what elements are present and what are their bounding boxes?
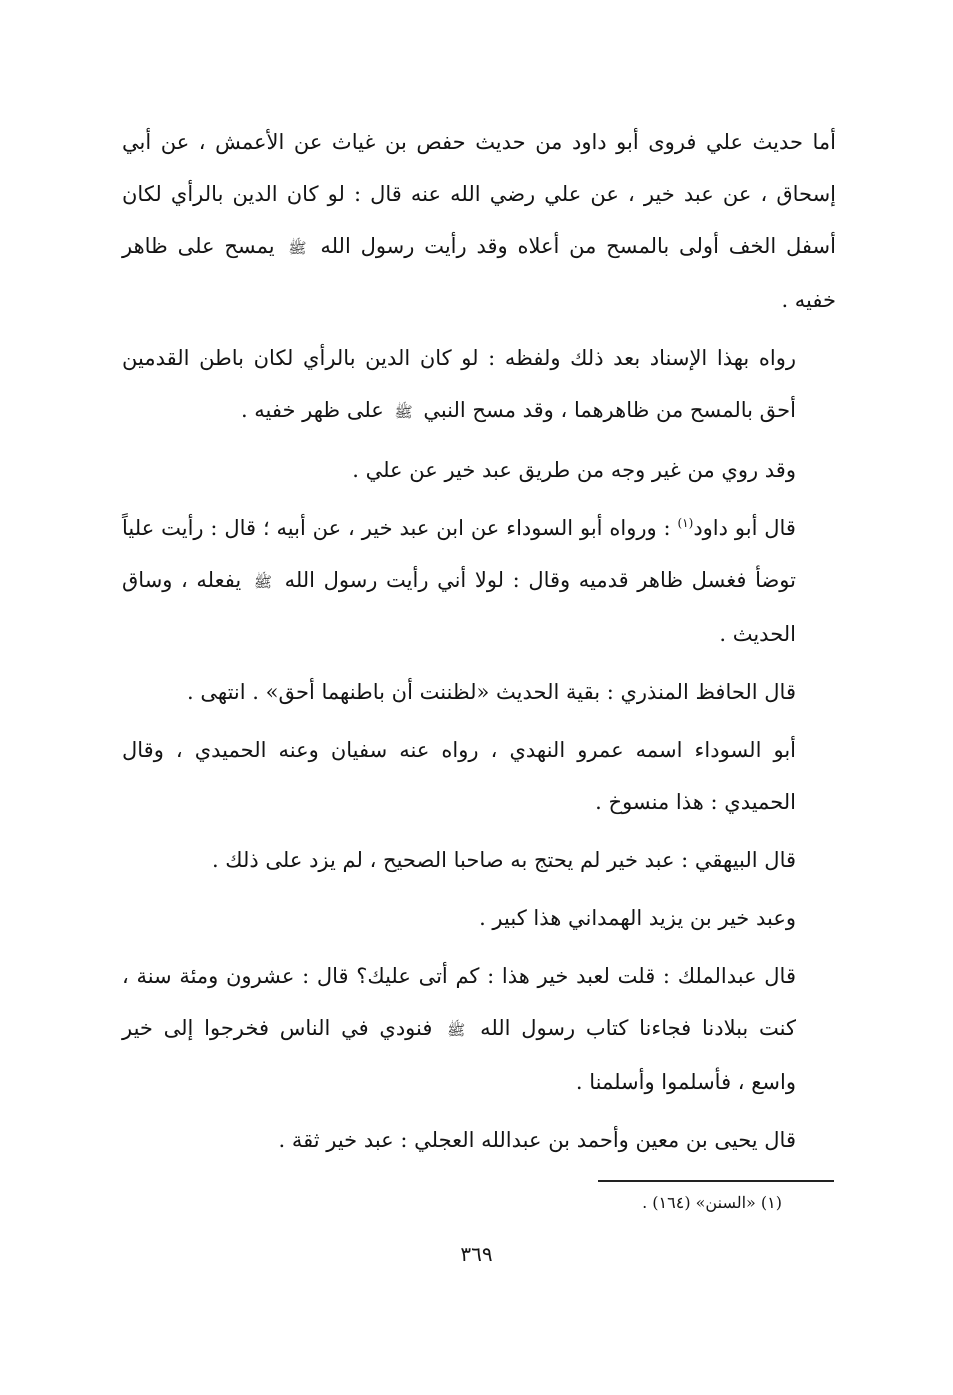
- main-text: [122, 116, 836, 1172]
- paragraph: [122, 116, 836, 326]
- paragraph-text: أبو السوداء اسمه عمرو النهدي ، رواه عنه سفيان وعنه الحميدي ، وقال الحميدي : هذا منسوخ .: [122, 738, 796, 814]
- paragraph-text: فنودي في الناس فخرجوا إلى خير واسع ، فأسلموا وأسلمنا .: [122, 1016, 796, 1094]
- paragraph-text: وعبد خير بن يزيد الهمداني هذا كبير .: [479, 906, 796, 930]
- paragraph-text: رواه بهذا الإسناد بعد ذلك ولفظه : لو كان الدين بالرأي لكان باطن القدمين أحق بالمسح من ظاهرهما ، وقد مسح النبي: [122, 346, 796, 422]
- paragraph-text: وقد روي من غير وجه من طريق عبد خير عن علي .: [352, 458, 796, 482]
- paragraph-text: أما حديث علي فروى أبو داود من حديث حفص بن غياث عن الأعمش ، عن أبي إسحاق ، عن عبد خير ، عن علي رضي الله عنه قال : لو كان الدين بالرأي لكان أسفل الخف أولى بالمسح من أعلاه وقد رأيت رسول الله: [122, 130, 836, 258]
- paragraph: [122, 332, 836, 438]
- paragraph: [122, 444, 836, 496]
- salla-symbol-icon: ﷺ: [288, 239, 307, 257]
- salla-symbol-icon: ﷺ: [447, 1021, 466, 1039]
- paragraph: [122, 1114, 836, 1166]
- paragraph: [122, 502, 836, 660]
- salla-symbol-icon: ﷺ: [394, 403, 413, 421]
- footnote: (١) «السنن» (١٦٤) .: [642, 1193, 782, 1212]
- paragraph: [122, 950, 836, 1108]
- paragraph: [122, 666, 836, 718]
- footnote-reference[interactable]: (١): [677, 516, 694, 530]
- paragraph-text: قال يحيى بن معين وأحمد بن عبدالله العجلي : عبد خير ثقة .: [278, 1128, 796, 1152]
- paragraph-text: يمسح على ظاهر خفيه .: [122, 234, 836, 312]
- page-number: ٣٦٩: [460, 1242, 493, 1266]
- paragraph-text: قال الحافظ المنذري : بقية الحديث «لظننت أن باطنهما أحق» . انتهى .: [187, 680, 796, 704]
- paragraph-text: : ورواه أبو السوداء عن ابن عبد خير ، عن أبيه ؛ قال : رأيت علياً توضأ فغسل ظاهر قدميه وقال : لولا أني رأيت رسول الله: [122, 516, 796, 592]
- paragraph: [122, 892, 836, 944]
- paragraph: [122, 724, 836, 828]
- paragraph: [122, 834, 836, 886]
- salla-symbol-icon: ﷺ: [253, 573, 272, 591]
- paragraph-text: قال عبدالملك : قلت لعبد خير هذا : كم أتى عليك؟ قال : عشرون ومئة سنة ، كنت ببلادنا فجاءنا كتاب رسول الله: [122, 964, 796, 1040]
- paragraph-text: على ظهر خفيه .: [240, 398, 384, 422]
- footnote-divider: [598, 1180, 834, 1182]
- paragraph-text: قال البيهقي : عبد خير لم يحتج به صاحبا الصحيح ، لم يزد على ذلك .: [211, 848, 796, 872]
- paragraph-text: يفعله ، وساق الحديث .: [122, 568, 796, 646]
- paragraph-text: قال أبو داود: [693, 516, 796, 540]
